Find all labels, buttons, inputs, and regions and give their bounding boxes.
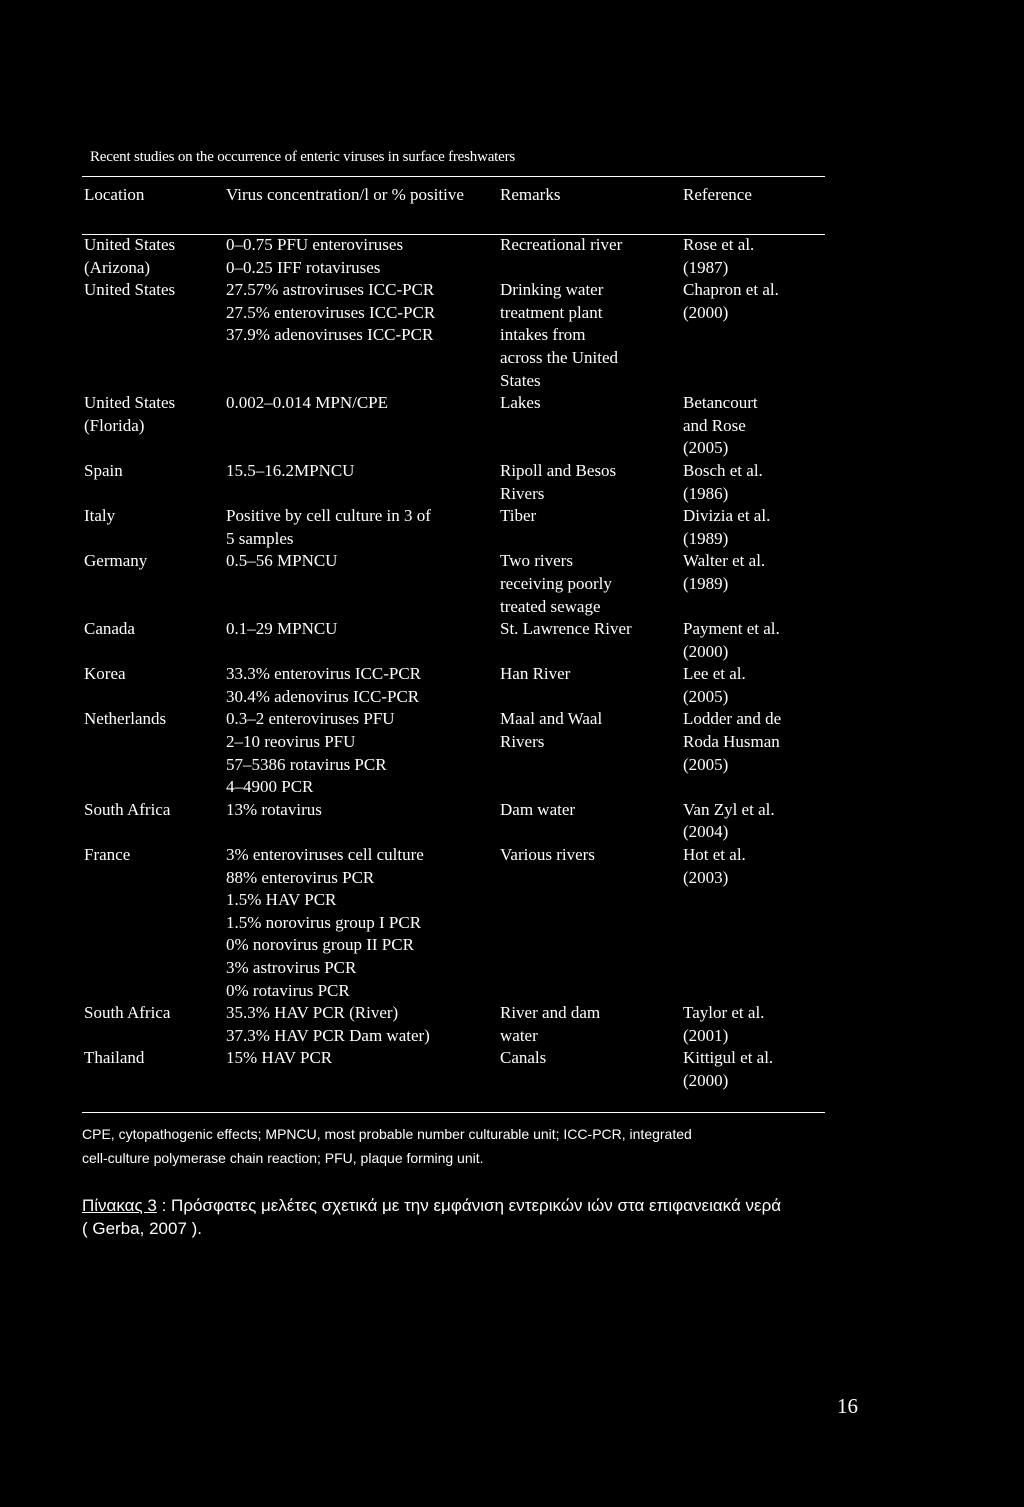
header-reference: Reference: [683, 185, 752, 204]
table-row: [82, 618, 825, 663]
remarks-line: intakes from: [500, 325, 586, 345]
reference-line: (1989): [683, 528, 729, 548]
table-caption: Recent studies on the occurrence of enteric viruses in surface freshwaters: [90, 149, 516, 165]
location-line: United States: [84, 393, 176, 413]
location-line: France: [84, 845, 131, 865]
reference-line: Walter et al.: [683, 551, 766, 571]
virus-line: 37.3% HAV PCR Dam water): [226, 1025, 430, 1045]
location-cell: [82, 234, 226, 279]
remarks-cell: [500, 663, 683, 708]
reference-cell: [683, 234, 825, 279]
reference-line: (1986): [683, 483, 729, 503]
location-cell: [82, 1047, 226, 1092]
virus-cell: [226, 799, 500, 844]
virus-cell: [226, 234, 500, 279]
virus-line: 0% rotavirus PCR: [226, 980, 350, 1000]
bottom-rule: [82, 1112, 825, 1113]
remarks-line: Two rivers: [500, 551, 573, 571]
virus-cell: [226, 1002, 500, 1047]
table-row: [82, 663, 825, 708]
location-line: South Africa: [84, 799, 171, 819]
table-row: [82, 708, 825, 798]
location-cell: [82, 505, 226, 550]
remarks-cell: [500, 799, 683, 844]
location-line: (Florida): [84, 415, 145, 435]
reference-line: Hot et al.: [683, 845, 746, 865]
reference-cell: [683, 663, 825, 708]
reference-line: Divizia et al.: [683, 506, 771, 526]
remarks-line: River and dam: [500, 1003, 601, 1023]
reference-line: Lodder and de: [683, 709, 782, 729]
greek-caption-text: : Πρόσφατες μελέτες σχετικά με την εμφάνιση εντερικών ιών στα επιφανειακά νερά: [156, 1196, 782, 1215]
reference-cell: [683, 460, 825, 505]
reference-cell: [683, 844, 825, 1002]
virus-line: 4–4900 PCR: [226, 777, 314, 797]
virus-line: 15.5–16.2MPNCU: [226, 460, 355, 480]
location-cell: [82, 663, 226, 708]
remarks-line: Ripoll and Besos: [500, 460, 617, 480]
reference-line: Roda Husman: [683, 732, 780, 752]
reference-line: Rose et al.: [683, 235, 755, 254]
reference-line: Kittigul et al.: [683, 1048, 774, 1068]
reference-line: Lee et al.: [683, 664, 746, 684]
virus-line: 0.5–56 MPNCU: [226, 551, 338, 571]
header-location: Location: [84, 185, 145, 204]
remarks-cell: [500, 460, 683, 505]
virus-line: 5 samples: [226, 528, 294, 548]
reference-cell: [683, 799, 825, 844]
virus-line: 3% astrovirus PCR: [226, 958, 357, 977]
remarks-cell: [500, 392, 683, 460]
reference-cell: [683, 618, 825, 663]
remarks-line: Various rivers: [500, 845, 595, 865]
header-remarks: Remarks: [500, 185, 561, 204]
location-cell: [82, 460, 226, 505]
reference-cell: [683, 1047, 825, 1092]
header-rule: [82, 234, 825, 235]
virus-cell: [226, 279, 500, 392]
reference-line: Van Zyl et al.: [683, 799, 775, 819]
remarks-cell: [500, 844, 683, 1002]
remarks-line: Maal and Waal: [500, 709, 603, 729]
virus-line: 0.1–29 MPNCU: [226, 619, 338, 639]
reference-cell: [683, 550, 825, 618]
remarks-line: Dam water: [500, 799, 576, 819]
location-line: Netherlands: [84, 709, 167, 729]
greek-caption-citation: ( Gerba, 2007 ).: [82, 1218, 203, 1238]
virus-line: 3% enteroviruses cell culture: [226, 845, 424, 865]
location-cell: [82, 708, 226, 798]
virus-line: 0% norovirus group II PCR: [226, 935, 414, 955]
remarks-line: Rivers: [500, 732, 545, 752]
table-row: [82, 550, 825, 618]
reference-line: and Rose: [683, 415, 746, 435]
virus-cell: [226, 618, 500, 663]
remarks-line: St. Lawrence River: [500, 619, 632, 639]
reference-line: Betancourt: [683, 393, 758, 413]
virus-line: 88% enterovirus PCR: [226, 867, 375, 887]
remarks-cell: [500, 550, 683, 618]
virus-line: 30.4% adenovirus ICC-PCR: [226, 686, 420, 706]
location-line: Thailand: [84, 1048, 145, 1068]
virus-line: 15% HAV PCR: [226, 1048, 333, 1068]
location-line: Spain: [84, 460, 123, 480]
reference-line: (2000): [683, 641, 729, 661]
location-cell: [82, 392, 226, 460]
table-row: [82, 234, 825, 279]
remarks-line: treated sewage: [500, 596, 601, 616]
reference-cell: [683, 1002, 825, 1047]
location-line: Italy: [84, 506, 116, 526]
remarks-line: Han River: [500, 664, 571, 684]
remarks-line: Canals: [500, 1048, 547, 1068]
reference-line: (2004): [683, 822, 729, 842]
location-cell: [82, 279, 226, 392]
location-cell: [82, 618, 226, 663]
virus-line: 1.5% norovirus group I PCR: [226, 912, 422, 932]
table-footnote: [82, 1122, 832, 1170]
virus-line: 0–0.75 PFU enteroviruses: [226, 235, 404, 254]
table-row: [82, 505, 825, 550]
table-row: [82, 392, 825, 460]
page-number: 16: [837, 1394, 858, 1418]
remarks-line: Tiber: [500, 506, 537, 526]
virus-cell: [226, 708, 500, 798]
reference-cell: [683, 505, 825, 550]
location-line: Korea: [84, 664, 126, 684]
location-line: Germany: [84, 551, 148, 571]
virus-line: 33.3% enterovirus ICC-PCR: [226, 664, 422, 684]
remarks-line: Recreational river: [500, 235, 623, 254]
virus-cell: [226, 1047, 500, 1092]
greek-caption: [82, 1195, 852, 1240]
remarks-cell: [500, 618, 683, 663]
virus-line: 1.5% HAV PCR: [226, 890, 337, 910]
reference-line: (2005): [683, 686, 729, 706]
virus-line: 13% rotavirus: [226, 799, 322, 819]
reference-line: (2005): [683, 754, 729, 774]
reference-line: (2001): [683, 1025, 729, 1045]
location-cell: [82, 799, 226, 844]
table-row: [82, 1002, 825, 1047]
reference-line: (2000): [683, 302, 729, 322]
virus-line: Positive by cell culture in 3 of: [226, 506, 431, 526]
virus-line: 37.9% adenoviruses ICC-PCR: [226, 325, 434, 345]
table-row: [82, 844, 825, 1002]
virus-cell: [226, 460, 500, 505]
reference-line: (1987): [683, 257, 729, 277]
virus-cell: [226, 844, 500, 1002]
reference-cell: [683, 279, 825, 392]
reference-line: (2005): [683, 438, 729, 458]
reference-cell: [683, 392, 825, 460]
virus-line: 0–0.25 IFF rotaviruses: [226, 257, 381, 277]
remarks-cell: [500, 279, 683, 392]
remarks-cell: [500, 1047, 683, 1092]
virus-cell: [226, 505, 500, 550]
table-row: [82, 279, 825, 392]
remarks-line: receiving poorly: [500, 573, 612, 593]
footnote-line: CPE, cytopathogenic effects; MPNCU, most probable number culturable unit; ICC-PCR, integrated: [82, 1126, 692, 1142]
virus-line: 0.002–0.014 MPN/CPE: [226, 393, 388, 413]
top-rule: [82, 176, 825, 177]
table-row: [82, 1047, 825, 1092]
remarks-line: water: [500, 1025, 538, 1045]
virus-line: 57–5386 rotavirus PCR: [226, 754, 387, 774]
remarks-cell: [500, 234, 683, 279]
location-line: United States: [84, 280, 176, 300]
location-cell: [82, 1002, 226, 1047]
table-row: [82, 799, 825, 844]
virus-cell: [226, 550, 500, 618]
reference-cell: [683, 708, 825, 798]
header-virus-concentration: Virus concentration/l or % positive: [226, 185, 464, 204]
remarks-line: Rivers: [500, 483, 545, 503]
location-line: United States: [84, 235, 176, 254]
location-line: Canada: [84, 619, 135, 639]
remarks-line: Lakes: [500, 393, 541, 413]
virus-line: 2–10 reovirus PFU: [226, 732, 356, 752]
table-body: [82, 234, 825, 1093]
reference-line: Taylor et al.: [683, 1003, 765, 1023]
reference-line: (2003): [683, 867, 729, 887]
reference-line: Bosch et al.: [683, 460, 763, 480]
reference-line: (1989): [683, 573, 729, 593]
table-header-row: [82, 182, 825, 234]
location-cell: [82, 550, 226, 618]
location-line: (Arizona): [84, 257, 151, 277]
table-row: [82, 460, 825, 505]
remarks-line: States: [500, 370, 541, 390]
virus-cell: [226, 663, 500, 708]
virus-line: 27.5% enteroviruses ICC-PCR: [226, 302, 436, 322]
reference-line: Chapron et al.: [683, 280, 779, 300]
remarks-line: Drinking water: [500, 280, 604, 300]
reference-line: Payment et al.: [683, 619, 780, 639]
virus-line: 35.3% HAV PCR (River): [226, 1003, 399, 1023]
virus-studies-table: [82, 182, 825, 1093]
virus-cell: [226, 392, 500, 460]
footnote-line: cell-culture polymerase chain reaction; PFU, plaque forming unit.: [82, 1150, 484, 1166]
remarks-cell: [500, 1002, 683, 1047]
reference-line: (2000): [683, 1070, 729, 1090]
remarks-line: across the United: [500, 347, 619, 367]
virus-line: 27.57% astroviruses ICC-PCR: [226, 280, 435, 300]
virus-line: 0.3–2 enteroviruses PFU: [226, 709, 395, 729]
greek-table-label: Πίνακας 3: [82, 1196, 157, 1215]
location-line: South Africa: [84, 1003, 171, 1023]
remarks-cell: [500, 708, 683, 798]
remarks-cell: [500, 505, 683, 550]
remarks-line: treatment plant: [500, 302, 603, 322]
location-cell: [82, 844, 226, 1002]
